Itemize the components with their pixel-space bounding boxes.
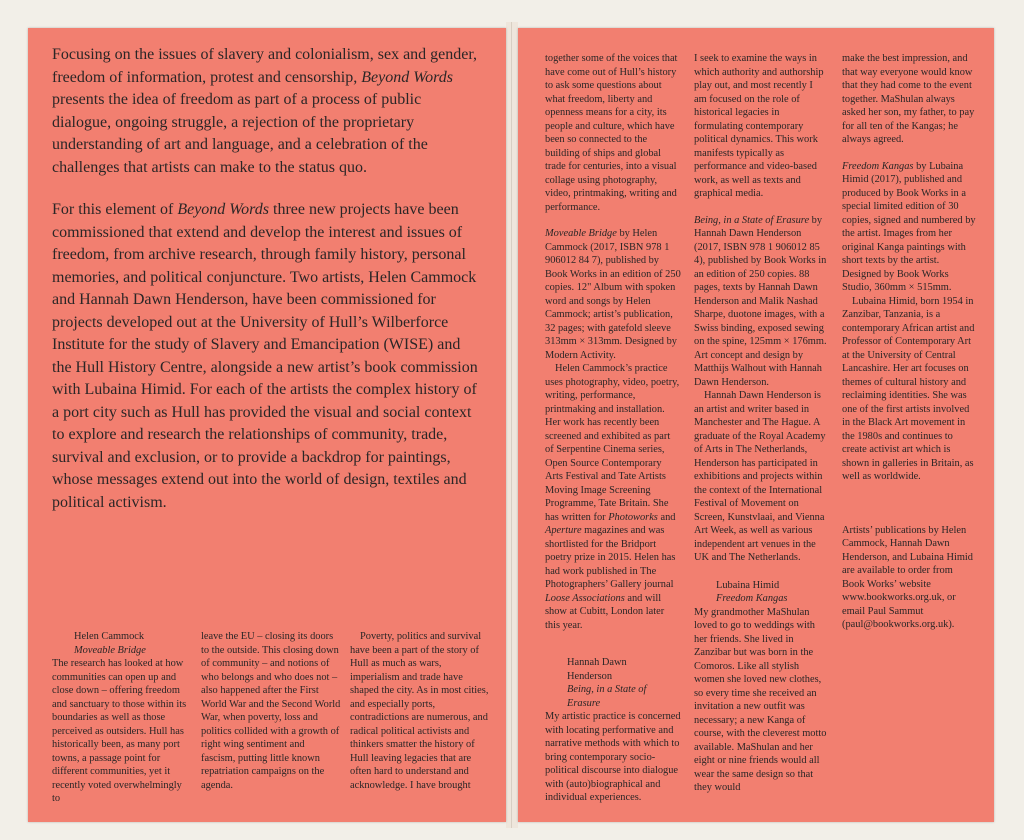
cammock-text-2: leave the EU – closing its doors to the outside. This closing down of community – and notions of who belongs and who does not – also happened after the First World War and the Second World War, when poverty, loss and politics collided with a growth of right wing sentiment and fascism, putting little known repatriation campaigns on the agenda. (201, 631, 341, 791)
henderson-text-1: My artistic practice is concerned with locating performative and narrative methods with which to bring contemporary socio-political discourse into dialogue with (auto)biographical and individual experiences. (545, 711, 681, 803)
cammock-column-2 (201, 630, 341, 792)
himid-text-2: make the best impression, and that way everyone would know that they had come to the event together. MaShulan always asked her son, my father, to pay for all ten of the Kangas; he always agreed. (842, 53, 975, 145)
right-column-1 (545, 52, 681, 805)
book-spine (506, 22, 518, 828)
henderson-work-title: Being, in a State of Erasure (567, 684, 647, 709)
henderson-bio: Hannah Dawn Henderson is an artist and writer based in Manchester and The Hague. A graduate of the Royal Academy of Arts in The Netherlands, Henderson has participated in exhibitions and projects within the context of the International Festival of Movement on Screen, Kunstvlaai, and Vienna Art Week, as well as various independent art venues in the UK and The Netherlands. (694, 390, 826, 563)
cammock-text-4: together some of the voices that have come out of Hull’s history to ask some questions about what freedom, liberty and openness means for a city, its people and culture, which have been so connected to the building of ships and global trade for centuries, into a visual collage using photography, video, printmaking, writing and performance. (545, 53, 678, 213)
henderson-text-2: I seek to examine the ways in which authority and authorship play out, and most recently I am focused on the role of historical legacies in formulating contemporary political dynamics. This work manifests typically as performance and video-based work, as well as texts and graphical media. (694, 53, 824, 199)
publications-note: Artists’ publications by Helen Cammock, Hannah Dawn Henderson, and Lubaina Himid are available to order from Book Works’ website www.bookworks.org.uk, or email Paul Sammut (paul@bookworks.org.uk). (842, 524, 974, 630)
himid-name: Lubaina Himid (716, 579, 780, 591)
cammock-text-1: The research has looked at how communities can open up and close down – offering freedom and sanctuary to those within its boundaries as well as those perceived as outsiders. Hull has historically been, as many port towns, a passage point for different communities, yet it recently voted overwhelmingly to (52, 658, 187, 804)
right-column-3 (842, 52, 976, 632)
cammock-column-3 (350, 630, 490, 792)
moveable-bridge-details: Moveable Bridge by Helen Cammock (2017, ISBN 978 1 906012 84 7), published by Book Works in an edition of 250 copies. 12" Album with spoken word and songs by Helen Cammock; artist’s publication, 32 pages; with gatefold sleeve 313mm × 313mm. Designed by Modern Activity. (545, 228, 681, 361)
cammock-text-3: Poverty, politics and survival have been a part of the story of Hull as much as wars, imperialism and trade have shaped the city. As in most cities, and especially ports, contradictions are numerous, and radical political activists and thinkers smatter the history of Hull leaving legacies that are often hard to understand and acknowledge. I have brought (350, 631, 489, 791)
cammock-bio: Helen Cammock’s practice uses photography, video, poetry, writing, performance, printmaking and installation. Her work has recently been screened and exhibited as part of Serpentine Cinema series, Open Source Contemporary Arts Festival and Tate Artists Moving Image Screening Programme, Tate Britain. She has written for Photoworks and Aperture magazines and was shortlisted for the Bridport poetry prize in 2015. Helen has had work published in The Photographers’ Gallery journal Loose Associations and will show at Cubitt, London later this year. (545, 363, 680, 631)
intro-paragraph-2: For this element of Beyond Words three new projects have been commissioned that extend and develop the interest and issues of freedom, from archive research, through family history, personal memories, and political conjuncture. Two artists, Helen Cammock and Hannah Dawn Henderson, have been commissioned for projects developed out at the University of Hull’s Wilberforce Institute for the study of Slavery and Emancipation (WISE) and the Hull History Centre, alongside a new artist’s book commission with Lubaina Himid. For each of the artists the complex history of a port city such as Hull has provided the visual and social context to explore and research the relationships of community, trade, survival and exclusion, or to provide a backdrop for paintings, whose messages extend out into the world of design, textiles and political activism. (52, 201, 478, 511)
cammock-work-title: Moveable Bridge (74, 644, 146, 656)
himid-text-1: My grandmother MaShulan loved to go to weddings with her friends. She lived in Zanzibar but was born in the Comoros. Like all stylish women she loved new clothes, so every time she received an invitation a new outfit was necessary; a new Kanga of course, with the cleverest motto available. MaShulan and her eight or nine friends would all wear the same design so that they would (694, 606, 827, 793)
cammock-name: Helen Cammock (74, 631, 145, 642)
right-column-2 (694, 52, 828, 795)
cammock-column-1 (52, 630, 192, 806)
himid-bio: Lubaina Himid, born 1954 in Zanzibar, Tanzania, is a contemporary African artist and Professor of Contemporary Art at the University of Central Lancashire. Her art focuses on themes of cultural history and reclaiming identities. She was one of the first artists involved in the Black Art movement in the 1980s and continues to create activist art which is shown in galleries in Britain, as well as worldwide. (842, 295, 975, 482)
henderson-book-details: Being, in a State of Erasure by Hannah Dawn Henderson (2017, ISBN 978 1 906012 85 4), published by Book Works in an edition of 250 copies. 88 pages, texts by Hannah Dawn Henderson and Malik Nashad Sharpe, duotone images, with a Swiss binding, exposed sewing on the spine, 125mm × 176mm. Art concept and design by Matthijs Walhout with Hannah Dawn Henderson. (694, 214, 827, 388)
intro-text (52, 44, 482, 534)
himid-book-details: Freedom Kangas by Lubaina Himid (2017), published and produced by Book Works in a special limited edition of 30 copies, signed and numbered by the artist. Images from her original Kanga paintings with short texts by the artist. Designed by Book Works Studio, 360mm × 515mm. (842, 160, 976, 293)
intro-paragraph-1: Focusing on the issues of slavery and colonialism, sex and gender, freedom of information, protest and censorship, Beyond Words presents the idea of freedom as part of a process of public dialogue, ongoing struggle, a rejection of the proprietary understanding of art and language, and a celebration of the challenges that artists can make to the status quo. (52, 46, 478, 176)
himid-work-title: Freedom Kangas (716, 593, 788, 604)
henderson-name: Hannah Dawn Henderson (567, 657, 627, 682)
